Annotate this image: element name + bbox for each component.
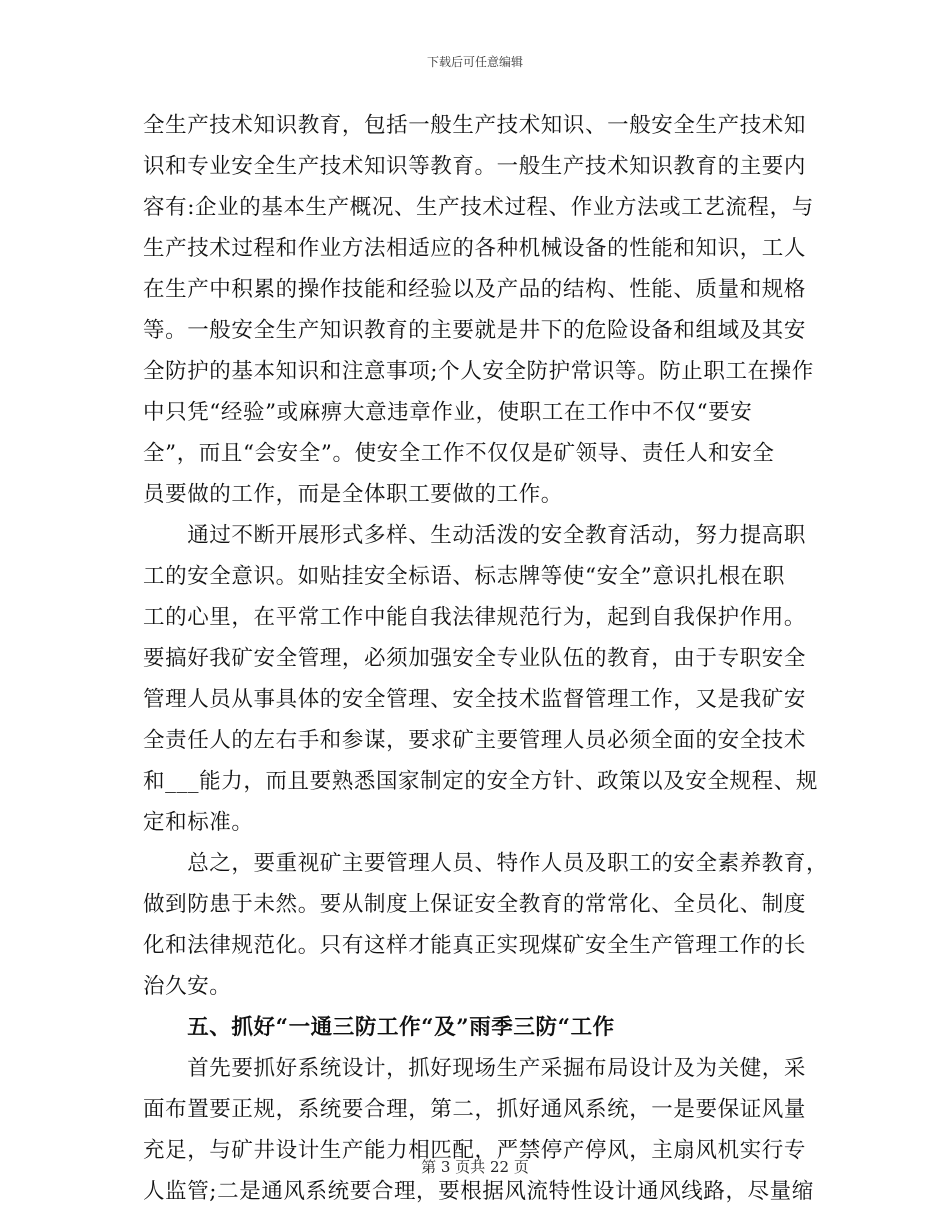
text-line: 等。一般安全生产知识教育的主要就是井下的危险设备和组域及其安 bbox=[143, 318, 807, 343]
text-line: 在生产中积累的操作技能和经验以及产品的结构、性能、质量和规格 bbox=[143, 277, 807, 302]
text-line: 总之，要重视矿主要管理人员、特作人员及职工的安全素养教育， bbox=[143, 851, 829, 876]
text-line: 工的安全意识。如贴挂安全标语、标志牌等使“安全”意识扎根在职 bbox=[143, 564, 785, 589]
text-line: 面布置要正规，系统要合理，第二，抓好通风系统，一是要保证风量 bbox=[143, 1097, 807, 1122]
text-line: 要搞好我矿安全管理，必须加强安全专业队伍的教育，由于专职安全 bbox=[143, 646, 807, 671]
text-line: 识和专业安全生产技术知识等教育。一般生产技术知识教育的主要内 bbox=[143, 154, 807, 179]
text-line: 充足，与矿井设计生产能力相匹配，严禁停产停风，主扇风机实行专 bbox=[143, 1138, 807, 1163]
text-line: 中只凭“经验”或麻痹大意违章作业，使职工在工作中不仅“要安 bbox=[143, 400, 753, 425]
text-line: 定和标准。 bbox=[143, 810, 254, 835]
text-line: 全责任人的左右手和参谋，要求矿主要管理人员必须全面的安全技术 bbox=[143, 728, 807, 753]
text-line: 工的心里，在平常工作中能自我法律规范行为，起到自我保护作用。 bbox=[143, 605, 807, 630]
text-line: 做到防患于未然。要从制度上保证安全教育的常常化、全员化、制度 bbox=[143, 892, 807, 917]
section-heading: 五、抓好“一通三防工作“及”雨季三防“工作 bbox=[143, 1015, 615, 1040]
text-line: 通过不断开展形式多样、生动活泼的安全教育活动，努力提高职 bbox=[143, 523, 807, 548]
document-body bbox=[143, 105, 829, 1212]
page-header: 下载后可任意编辑 bbox=[426, 55, 523, 69]
text-line: 员要做的工作，而是全体职工要做的工作。 bbox=[143, 482, 563, 507]
text-line: 容有:企业的基本生产概况、生产技术过程、作业方法或工艺流程，与 bbox=[143, 195, 814, 220]
text-line: 全防护的基本知识和注意事项;个人安全防护常识等。防止职工在操作 bbox=[143, 359, 814, 384]
text-line: 首先要抓好系统设计，抓好现场生产采掘布局设计及为关健，采 bbox=[143, 1056, 807, 1081]
text-line: 全”，而且“会安全”。使安全工作不仅仅是矿领导、责任人和安全 bbox=[143, 441, 775, 466]
text-line: 管理人员从事具体的安全管理、安全技术监督管理工作，又是我矿安 bbox=[143, 687, 807, 712]
text-line: 人监管;二是通风系统要合理，要根据风流特性设计通风线路，尽量缩 bbox=[143, 1179, 814, 1204]
text-line: 治久安。 bbox=[143, 974, 232, 999]
page-number: 第 3 页共 22 页 bbox=[421, 1158, 529, 1176]
text-line: 和___能力，而且要熟悉国家制定的安全方针、政策以及安全规程、规 bbox=[143, 769, 818, 794]
text-line: 全生产技术知识教育，包括一般生产技术知识、一般安全生产技术知 bbox=[143, 113, 807, 138]
text-line: 化和法律规范化。只有这样才能真正实现煤矿安全生产管理工作的长 bbox=[143, 933, 807, 958]
text-line: 生产技术过程和作业方法相适应的各种机械设备的性能和知识，工人 bbox=[143, 236, 807, 261]
